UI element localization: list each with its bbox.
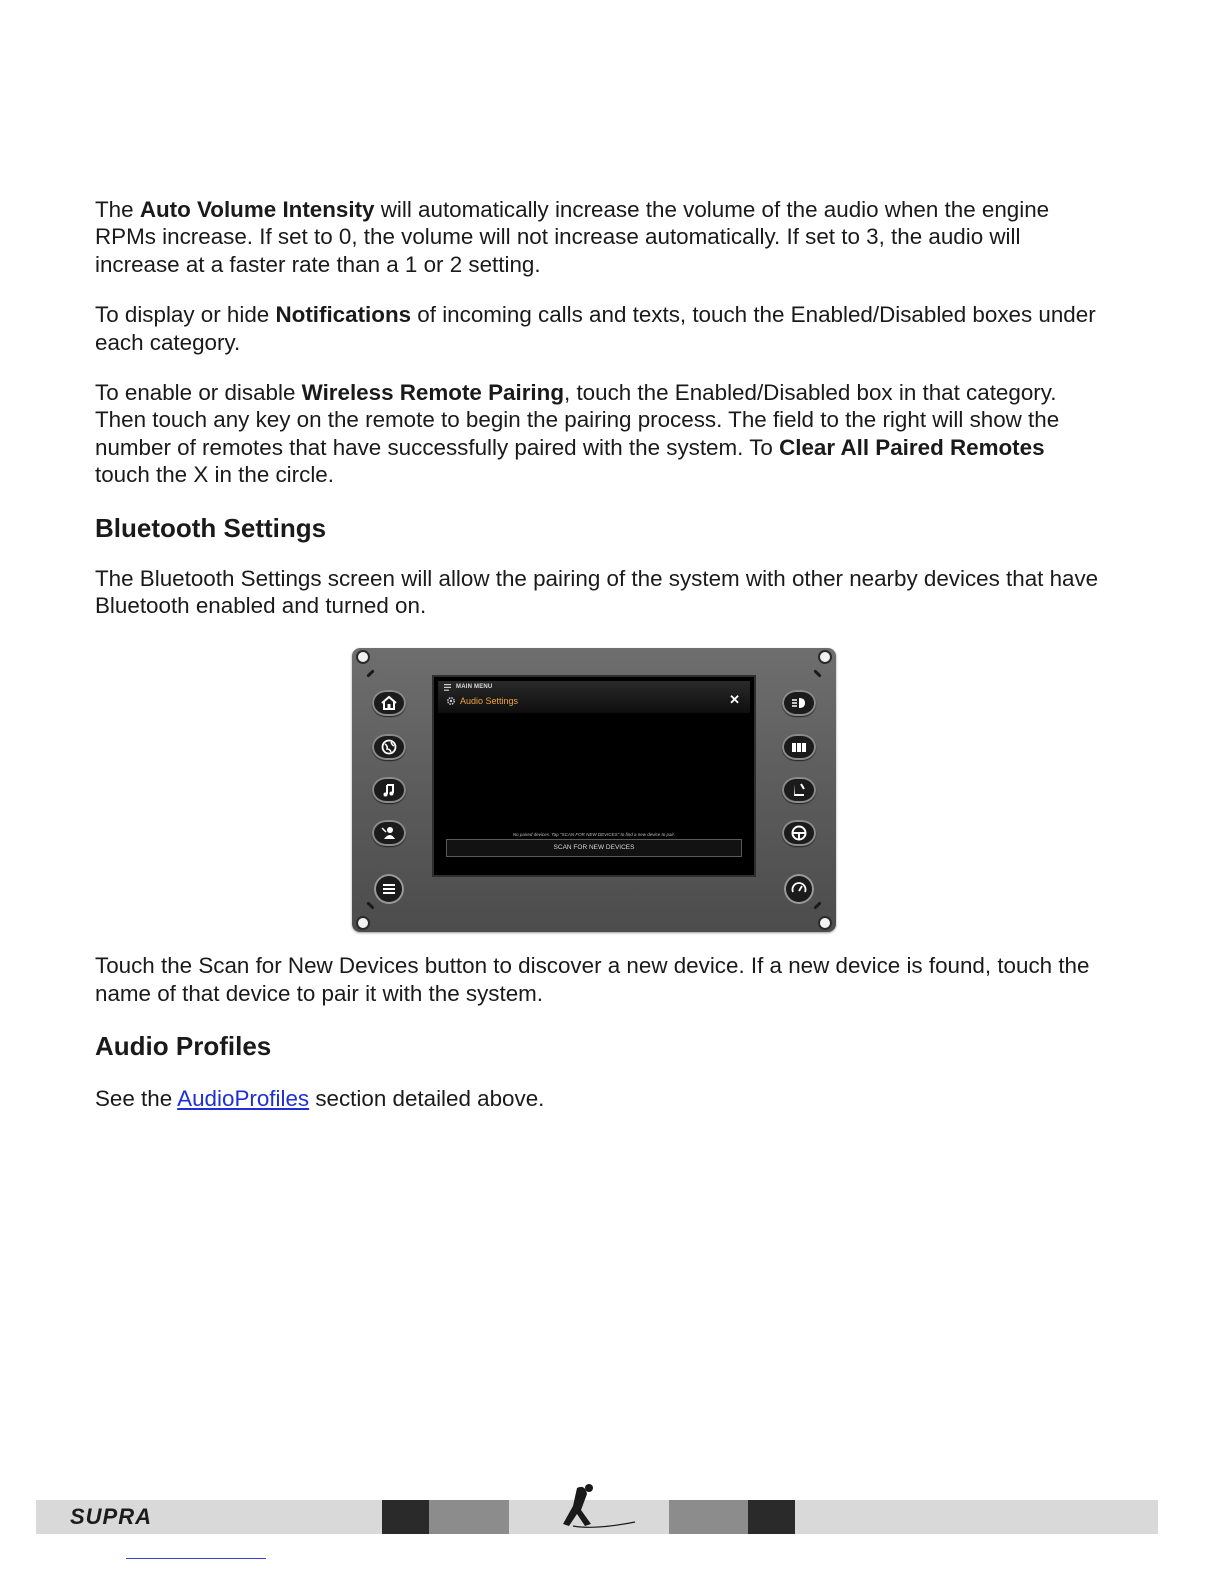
gear-icon xyxy=(446,696,456,706)
audio-profiles-link[interactable]: AudioProfiles xyxy=(177,1086,310,1112)
headlight-icon xyxy=(789,693,809,713)
supra-logo: SUPRA xyxy=(70,1504,153,1529)
no-devices-message: No paired devices. Tap "SCAN FOR NEW DEVICES" to find a new device to pair. xyxy=(512,832,676,837)
paragraph-audio-profiles: See the AudioProfiles section detailed above. xyxy=(95,1086,545,1112)
footer-block xyxy=(429,1500,509,1534)
term-notifications: Notifications xyxy=(275,302,412,328)
paragraph-remote-pairing: To enable or disable Wireless Remote Pairing, touch the Enabled/Disabled box in that category. Then touch any key on the remote to begin the pairing process. The field to the right will show the number of remotes that have successfully paired with the system. To Clear All Paired Remotes touch the X in the circle. xyxy=(95,380,1060,488)
term-wireless-remote-pairing: Wireless Remote Pairing xyxy=(301,380,564,406)
main-menu-icon[interactable] xyxy=(444,684,453,691)
term-clear-all-paired-remotes: Clear All Paired Remotes xyxy=(779,434,1045,460)
device-screen xyxy=(432,675,756,877)
globe-icon xyxy=(379,737,399,757)
paragraph-bluetooth: The Bluetooth Settings screen will allow the pairing of the system with other nearby devices that have Bluetooth enabled and turned on. xyxy=(95,565,1099,619)
steering-icon xyxy=(789,823,809,843)
footer-block xyxy=(382,1500,429,1534)
heading-audio-profiles: Audio Profiles xyxy=(95,1031,272,1062)
scan-for-new-devices-button[interactable]: SCAN FOR NEW DEVICES xyxy=(446,839,742,857)
paragraph-scan: Touch the Scan for New Devices button to discover a new device. If a new device is found, touch the name of that device to pair it with the system. xyxy=(95,953,1090,1006)
screw-icon xyxy=(356,650,370,664)
wakeboarder-logo-icon xyxy=(555,1480,645,1536)
footer-block xyxy=(748,1500,795,1534)
menu-icon xyxy=(379,879,399,899)
menu-button[interactable] xyxy=(374,874,404,904)
music-button[interactable] xyxy=(372,777,406,803)
footer-block xyxy=(669,1500,748,1534)
paragraph-notifications: To display or hide Notifications of incoming calls and texts, touch the Enabled/Disabled boxes under each category. xyxy=(95,302,1096,355)
footer-underline xyxy=(126,1558,266,1559)
battery-icon xyxy=(789,737,809,757)
navigation-button[interactable] xyxy=(372,734,406,760)
screw-icon xyxy=(818,650,832,664)
home-icon xyxy=(379,693,399,713)
lights-button[interactable] xyxy=(782,690,816,716)
head-unit-figure xyxy=(352,648,836,932)
seat-icon xyxy=(789,780,809,800)
screw-icon xyxy=(356,916,370,930)
gauge-button[interactable] xyxy=(784,874,814,904)
screen-title: Audio Settings xyxy=(460,696,519,706)
heading-bluetooth-settings: Bluetooth Settings xyxy=(95,512,327,543)
profile-button[interactable] xyxy=(372,820,406,846)
close-icon[interactable]: ✕ xyxy=(729,692,740,707)
paragraph-auto-volume: The Auto Volume Intensity will automatically increase the volume of the audio when the engine RPMs increase. If set to 0, the volume will not increase automatically. If set to 3, the audio will increase at a faster rate than a 1 or 2 setting. xyxy=(95,197,1050,277)
screen-header xyxy=(438,681,750,713)
gauge-icon xyxy=(789,879,809,899)
main-menu-label[interactable]: MAIN MENU xyxy=(456,684,493,690)
battery-button[interactable] xyxy=(782,734,816,760)
term-auto-volume-intensity: Auto Volume Intensity xyxy=(139,197,375,222)
person-icon xyxy=(379,823,399,843)
home-button[interactable] xyxy=(372,690,406,716)
screw-icon xyxy=(818,916,832,930)
steering-button[interactable] xyxy=(782,820,816,846)
music-note-icon xyxy=(379,780,399,800)
seat-button[interactable] xyxy=(782,777,816,803)
